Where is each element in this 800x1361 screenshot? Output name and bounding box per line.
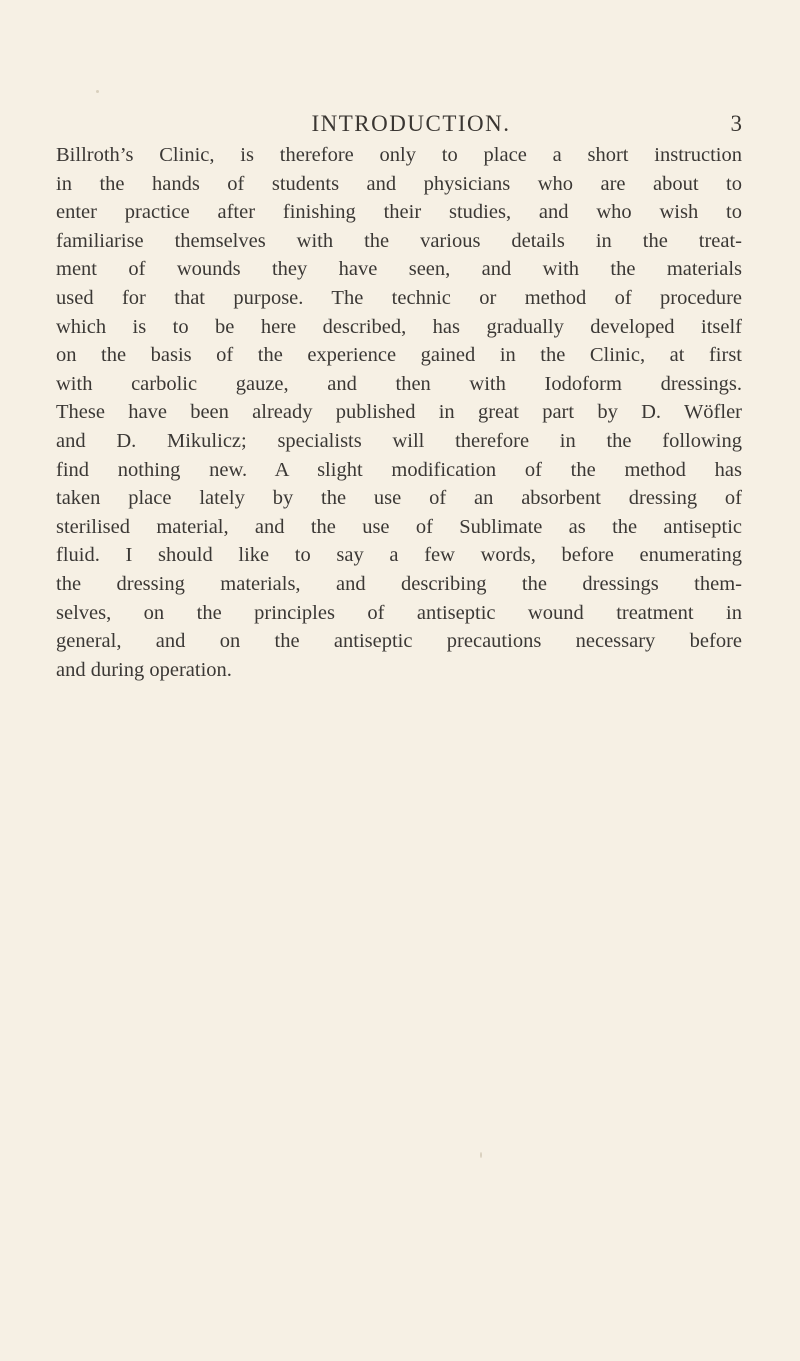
text-line: fluid. I should like to say a few words, before enumerating bbox=[56, 544, 742, 567]
text-line: selves, on the principles of antiseptic wound treatment in bbox=[56, 601, 742, 624]
text-line: sterilised material, and the use of Sublimate as the antiseptic bbox=[56, 515, 742, 538]
text-line: on the basis of the experience gained in the Clinic, at first bbox=[56, 344, 742, 367]
text-line: the dressing materials, and describing the dressings them- bbox=[56, 572, 742, 595]
body-paragraph bbox=[56, 141, 742, 684]
text-line: enter practice after finishing their studies, and who wish to bbox=[56, 201, 742, 224]
text-line: ment of wounds they have seen, and with the materials bbox=[56, 258, 742, 281]
running-header bbox=[56, 106, 742, 142]
paper-speck bbox=[96, 90, 99, 93]
text-line: general, and on the antiseptic precautions necessary before bbox=[56, 630, 742, 653]
text-line: These have been already published in great part by D. Wöfler bbox=[56, 401, 742, 424]
text-line: and D. Mikulicz; specialists will therefore in the following bbox=[56, 429, 742, 452]
text-line: used for that purpose. The technic or method of procedure bbox=[56, 286, 742, 309]
text-line: with carbolic gauze, and then with Iodoform dressings. bbox=[56, 372, 742, 395]
text-line: which is to be here described, has gradually developed itself bbox=[56, 315, 742, 338]
running-title: INTRODUCTION. bbox=[311, 111, 511, 136]
text-line: find nothing new. A slight modification of the method has bbox=[56, 458, 742, 481]
page-number: 3 bbox=[730, 111, 742, 136]
text-line: taken place lately by the use of an absorbent dressing of bbox=[56, 487, 742, 510]
text-line: Billroth’s Clinic, is therefore only to place a short instruction bbox=[56, 144, 742, 166]
paper-speck bbox=[480, 1152, 482, 1158]
text-line: familiarise themselves with the various details in the treat- bbox=[56, 229, 742, 252]
text-line: in the hands of students and physicians who are about to bbox=[56, 172, 742, 195]
text-line: and during operation. bbox=[56, 658, 232, 681]
